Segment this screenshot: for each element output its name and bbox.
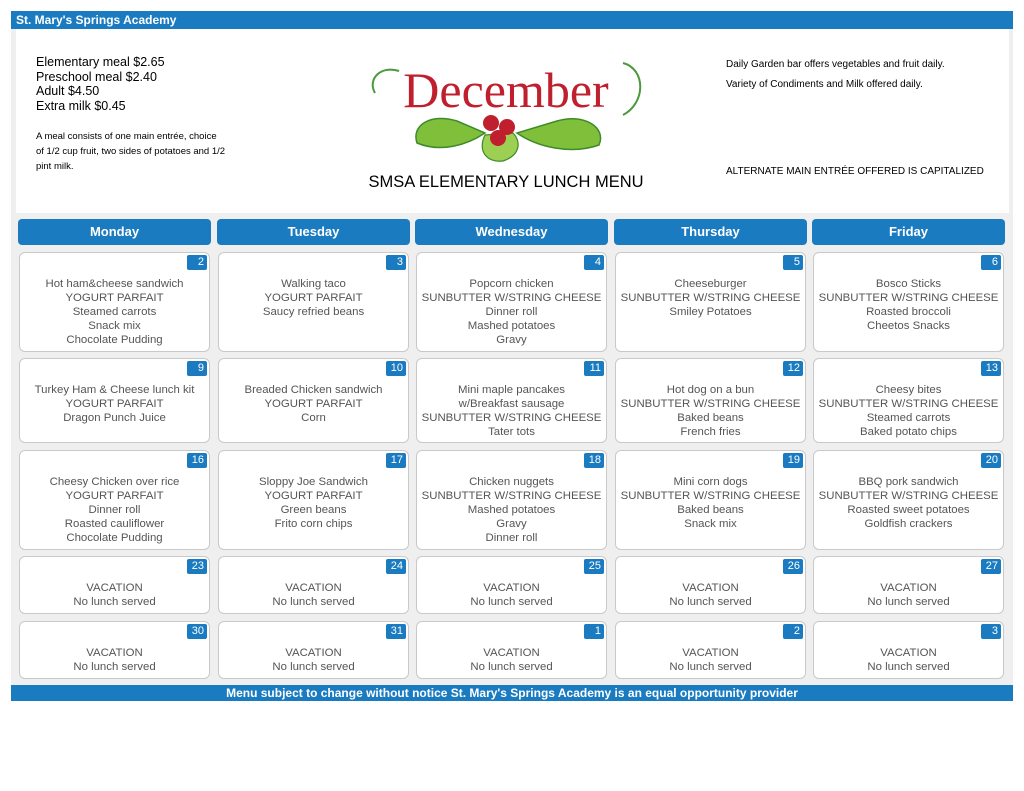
day-cell-tuesday xyxy=(218,358,409,443)
date-badge: 31 xyxy=(386,624,406,639)
menu-item: SUNBUTTER W/STRING CHEESE xyxy=(421,412,602,424)
menu-item: Goldfish crackers xyxy=(864,518,953,530)
date-badge: 9 xyxy=(187,361,207,376)
menu-item: Dinner roll xyxy=(88,504,141,516)
menu-items xyxy=(814,475,1003,531)
date-badge: 2 xyxy=(783,624,803,639)
daily-notes xyxy=(726,59,1006,99)
menu-item: VACATION xyxy=(880,647,937,659)
holly-leaf-right-icon xyxy=(517,119,601,150)
menu-item: Snack mix xyxy=(88,320,141,332)
menu-item: French fries xyxy=(680,426,741,438)
menu-item: Tater tots xyxy=(488,426,535,438)
menu-item: VACATION xyxy=(483,647,540,659)
menu-items xyxy=(20,383,209,425)
menu-item: VACATION xyxy=(682,582,739,594)
menu-item: Mashed potatoes xyxy=(467,504,556,516)
menu-item: VACATION xyxy=(285,647,342,659)
day-cell-thursday xyxy=(615,252,806,352)
day-cell-wednesday xyxy=(416,450,607,550)
date-badge: 3 xyxy=(386,255,406,270)
condiments-note: Variety of Condiments and Milk offered daily. xyxy=(726,79,923,90)
menu-item: SUNBUTTER W/STRING CHEESE xyxy=(818,490,999,502)
menu-items xyxy=(616,277,805,319)
menu-item: Baked beans xyxy=(677,412,744,424)
day-cell-monday xyxy=(19,358,210,443)
date-badge: 27 xyxy=(981,559,1001,574)
holly-leaf-left-icon xyxy=(416,118,485,147)
date-badge: 1 xyxy=(584,624,604,639)
menu-item: Dinner roll xyxy=(485,306,538,318)
date-badge: 11 xyxy=(584,361,604,376)
menu-item: Mini maple pancakes xyxy=(458,384,565,396)
menu-item: VACATION xyxy=(880,582,937,594)
menu-items xyxy=(814,383,1003,439)
day-header-friday: Friday xyxy=(812,219,1005,245)
menu-items xyxy=(20,277,209,347)
garden-bar-note: Daily Garden bar offers vegetables and fruit daily. xyxy=(726,59,945,70)
menu-item: SUNBUTTER W/STRING CHEESE xyxy=(818,398,999,410)
day-header-tuesday: Tuesday xyxy=(217,219,410,245)
menu-item: Chicken nuggets xyxy=(469,476,554,488)
price-adult: Adult $4.50 xyxy=(36,84,100,98)
menu-item: No lunch served xyxy=(73,661,156,673)
menu-item: Mini corn dogs xyxy=(673,476,748,488)
day-cell-tuesday xyxy=(218,450,409,550)
menu-item: YOGURT PARFAIT xyxy=(264,398,363,410)
december-holly-logo xyxy=(361,51,651,166)
menu-items xyxy=(417,383,606,439)
date-badge: 18 xyxy=(584,453,604,468)
menu-item: YOGURT PARFAIT xyxy=(264,292,363,304)
day-cell-monday xyxy=(19,252,210,352)
menu-item: No lunch served xyxy=(73,596,156,608)
menu-items xyxy=(417,646,606,674)
menu-items xyxy=(219,646,408,674)
price-list xyxy=(36,55,165,113)
menu-item: Breaded Chicken sandwich xyxy=(244,384,383,396)
menu-items xyxy=(417,581,606,609)
day-cell-friday xyxy=(813,252,1004,352)
day-cell-thursday xyxy=(615,450,806,550)
menu-item: Gravy xyxy=(496,334,527,346)
date-badge: 19 xyxy=(783,453,803,468)
day-cell-wednesday xyxy=(416,252,607,352)
footer-notice: Menu subject to change without notice St. Mary's Springs Academy is an equal opportunity provider xyxy=(11,685,1013,701)
menu-item: Cheesy bites xyxy=(875,384,942,396)
menu-item: Corn xyxy=(301,412,326,424)
menu-item: SUNBUTTER W/STRING CHEESE xyxy=(620,292,801,304)
menu-items xyxy=(20,475,209,545)
menu-item: No lunch served xyxy=(669,661,752,673)
menu-item: YOGURT PARFAIT xyxy=(65,292,164,304)
menu-item: Gravy xyxy=(496,518,527,530)
day-header-monday: Monday xyxy=(18,219,211,245)
date-badge: 17 xyxy=(386,453,406,468)
menu-item: BBQ pork sandwich xyxy=(858,476,959,488)
day-cell-wednesday xyxy=(416,621,607,679)
menu-item: YOGURT PARFAIT xyxy=(65,490,164,502)
menu-item: Dinner roll xyxy=(485,532,538,544)
price-elementary: Elementary meal $2.65 xyxy=(36,55,165,69)
date-badge: 12 xyxy=(783,361,803,376)
menu-item: w/Breakfast sausage xyxy=(458,398,565,410)
date-badge: 24 xyxy=(386,559,406,574)
menu-header xyxy=(16,29,1009,213)
price-extra-milk: Extra milk $0.45 xyxy=(36,98,126,113)
day-cell-tuesday xyxy=(218,556,409,614)
menu-item: No lunch served xyxy=(867,661,950,673)
menu-title: SMSA ELEMENTARY LUNCH MENU xyxy=(368,173,644,191)
menu-item: Steamed carrots xyxy=(866,412,951,424)
date-badge: 25 xyxy=(584,559,604,574)
menu-items xyxy=(219,581,408,609)
menu-item: Walking taco xyxy=(281,278,346,290)
menu-items xyxy=(417,475,606,545)
menu-items xyxy=(219,277,408,319)
menu-items xyxy=(814,581,1003,609)
menu-item: Cheetos Snacks xyxy=(867,320,950,332)
menu-items xyxy=(20,581,209,609)
menu-item: Hot dog on a bun xyxy=(666,384,755,396)
menu-items xyxy=(814,646,1003,674)
swirl-right-icon xyxy=(623,63,640,115)
menu-item: VACATION xyxy=(483,582,540,594)
date-badge: 2 xyxy=(187,255,207,270)
menu-item: No lunch served xyxy=(669,596,752,608)
menu-frame xyxy=(11,11,1013,701)
school-name-bar: St. Mary's Springs Academy xyxy=(11,11,1013,29)
menu-item: Hot ham&cheese sandwich xyxy=(45,278,184,290)
swirl-left-icon xyxy=(373,70,399,93)
day-cell-friday xyxy=(813,450,1004,550)
menu-item: SUNBUTTER W/STRING CHEESE xyxy=(818,292,999,304)
day-cell-thursday xyxy=(615,358,806,443)
menu-item: Roasted broccoli xyxy=(866,306,951,318)
menu-item: Steamed carrots xyxy=(72,306,157,318)
menu-item: Sloppy Joe Sandwich xyxy=(259,476,368,488)
date-badge: 23 xyxy=(187,559,207,574)
menu-items xyxy=(616,581,805,609)
menu-items xyxy=(814,277,1003,333)
month-title: December xyxy=(403,62,609,118)
menu-item: Saucy refried beans xyxy=(262,306,365,318)
day-cell-thursday xyxy=(615,621,806,679)
menu-item: Roasted cauliflower xyxy=(64,518,165,530)
menu-item: Chocolate Pudding xyxy=(66,334,163,346)
menu-items xyxy=(616,383,805,439)
menu-item: Bosco Sticks xyxy=(875,278,942,290)
menu-item: Chocolate Pudding xyxy=(66,532,163,544)
date-badge: 26 xyxy=(783,559,803,574)
day-cell-friday xyxy=(813,556,1004,614)
menu-item: No lunch served xyxy=(470,661,553,673)
menu-item: No lunch served xyxy=(867,596,950,608)
day-header-wednesday: Wednesday xyxy=(415,219,608,245)
menu-item: VACATION xyxy=(86,582,143,594)
menu-item: VACATION xyxy=(682,647,739,659)
day-header-thursday: Thursday xyxy=(614,219,807,245)
menu-item: Snack mix xyxy=(684,518,737,530)
menu-item: Baked beans xyxy=(677,504,744,516)
day-cell-friday xyxy=(813,358,1004,443)
menu-item: No lunch served xyxy=(470,596,553,608)
date-badge: 10 xyxy=(386,361,406,376)
day-cell-thursday xyxy=(615,556,806,614)
date-badge: 3 xyxy=(981,624,1001,639)
price-preschool: Preschool meal $2.40 xyxy=(36,69,157,84)
meal-note: A meal consists of one main entrée, choice of 1/2 cup fruit, two sides of potatoes and 1/2 pint milk. xyxy=(36,131,226,172)
menu-item: SUNBUTTER W/STRING CHEESE xyxy=(620,490,801,502)
menu-item: Frito corn chips xyxy=(274,518,353,530)
menu-items xyxy=(219,475,408,531)
date-badge: 30 xyxy=(187,624,207,639)
menu-items xyxy=(417,277,606,347)
menu-item: VACATION xyxy=(285,582,342,594)
menu-items xyxy=(219,383,408,425)
date-badge: 16 xyxy=(187,453,207,468)
date-badge: 20 xyxy=(981,453,1001,468)
menu-item: Baked potato chips xyxy=(860,426,957,438)
date-badge: 5 xyxy=(783,255,803,270)
menu-items xyxy=(616,646,805,674)
day-cell-monday xyxy=(19,450,210,550)
menu-item: Popcorn chicken xyxy=(469,278,554,290)
menu-items xyxy=(20,646,209,674)
date-badge: 6 xyxy=(981,255,1001,270)
menu-item: Mashed potatoes xyxy=(467,320,556,332)
day-cell-wednesday xyxy=(416,556,607,614)
day-cell-friday xyxy=(813,621,1004,679)
menu-item: Roasted sweet potatoes xyxy=(847,504,970,516)
menu-item: Smiley Potatoes xyxy=(669,306,752,318)
day-cell-tuesday xyxy=(218,252,409,352)
menu-item: Cheesy Chicken over rice xyxy=(49,476,180,488)
menu-item: YOGURT PARFAIT xyxy=(264,490,363,502)
menu-item: No lunch served xyxy=(272,596,355,608)
day-cell-monday xyxy=(19,621,210,679)
day-cell-monday xyxy=(19,556,210,614)
menu-item: VACATION xyxy=(86,647,143,659)
menu-item: YOGURT PARFAIT xyxy=(65,398,164,410)
menu-item: No lunch served xyxy=(272,661,355,673)
menu-item: SUNBUTTER W/STRING CHEESE xyxy=(421,292,602,304)
date-badge: 13 xyxy=(981,361,1001,376)
day-cell-tuesday xyxy=(218,621,409,679)
berry-icon xyxy=(490,130,506,146)
menu-item: Cheeseburger xyxy=(674,278,747,290)
menu-item: Dragon Punch Juice xyxy=(63,412,166,424)
menu-items xyxy=(616,475,805,531)
day-cell-wednesday xyxy=(416,358,607,443)
menu-item: Turkey Ham & Cheese lunch kit xyxy=(34,384,195,396)
date-badge: 4 xyxy=(584,255,604,270)
menu-item: SUNBUTTER W/STRING CHEESE xyxy=(620,398,801,410)
menu-item: Green beans xyxy=(280,504,347,516)
menu-item: SUNBUTTER W/STRING CHEESE xyxy=(421,490,602,502)
alternate-entree-note: ALTERNATE MAIN ENTRÉE OFFERED IS CAPITALIZED xyxy=(726,166,984,177)
